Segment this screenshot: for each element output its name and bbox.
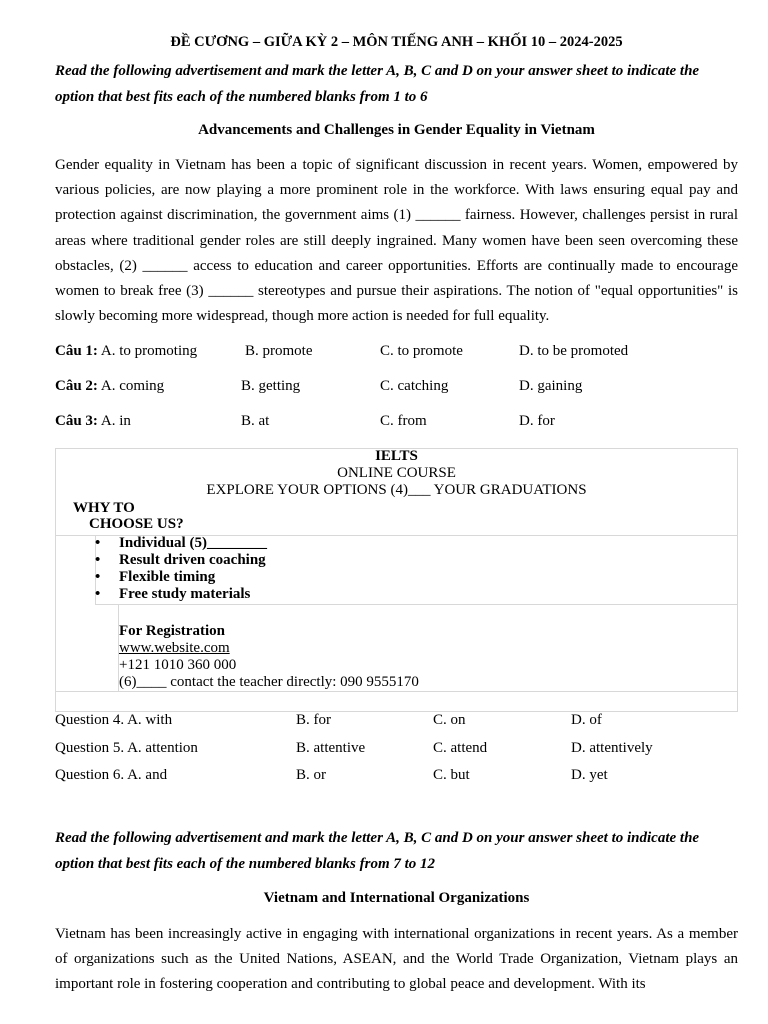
option-d: D. of [571,712,602,728]
table-divider [55,691,738,692]
option-d: D. gaining [519,378,583,394]
section2-heading: Vietnam and International Organizations [263,890,530,906]
list-item: • Free study materials [95,586,267,603]
website-link[interactable]: www.website.com [119,640,230,656]
section1-instruction [55,59,738,110]
contact-line: (6)____ contact the teacher directly: 090 9555170 [119,674,419,690]
question-row [55,740,738,760]
instruction-line: Read the following advertisement and mark the letter A, B, C and D on your answer sheet to indicate the [55,63,700,79]
option-c: C. but [433,767,470,783]
features-list [95,535,267,603]
table-divider [95,604,738,605]
option-b: B. attentive [296,740,366,756]
advert-subheading: ONLINE COURSE [337,465,456,481]
option-b: B. at [241,413,270,429]
list-item: • Flexible timing [95,569,267,586]
option-b: B. getting [241,378,301,394]
instruction-line: Read the following advertisement and mark the letter A, B, C and D on your answer sheet to indicate the [55,830,700,846]
question-row [55,343,738,363]
option-c: C. to promote [380,343,463,359]
section2-instruction [55,826,738,877]
registration-block [119,623,419,691]
question-label: Câu 2: [55,378,98,394]
option-a: Question 6. A. and [55,767,168,783]
question-row [55,378,738,398]
instruction-line: option that best fits each of the numbered blanks from 7 to 12 [55,855,436,872]
question-label: Câu 1: [55,343,98,359]
section1-paragraph: Gender equality in Vietnam has been a topic of significant discussion in recent years. Women, empowered by various policies, are now playing a more prominent role in the workforce. With laws ensuring equal pay and protection against discrimination, the government aims (1) ______ fairness. However, challenges persist in rural areas where traditional gender roles are still deeply ingrained. Many women have been seen overcoming these obstacles, (2) ______ access to education and career opportunities. Efforts are continually made to encourage women to break free (3) ______ stereotypes and pursue their aspirations. The notion of "equal opportunities" is slowly becoming more widespread, though more action is needed for full equality. [55,157,738,325]
option-c: C. catching [380,378,449,394]
list-item: • Individual (5)________ [95,535,267,552]
option-a: A. coming [100,378,165,394]
advert-heading: IELTS [375,448,418,464]
question-row [55,767,738,787]
option-a: Question 4. A. with [55,712,173,728]
option-c: C. from [380,413,427,429]
option-b: B. or [296,767,326,783]
option-a: A. in [100,413,131,429]
option-a: Question 5. A. attention [55,740,198,756]
list-item: • Result driven coaching [95,552,267,569]
option-b: B. for [296,712,331,728]
registration-title: For Registration [119,623,225,639]
why-choose-heading: CHOOSE US? [89,516,184,532]
option-d: D. to be promoted [519,343,629,359]
question-row [55,413,738,433]
option-d: D. yet [571,767,608,783]
option-a: A. to promoting [100,343,198,359]
option-c: C. attend [433,740,488,756]
question-label: Câu 3: [55,413,98,429]
instruction-line: option that best fits each of the numbered blanks from 1 to 6 [55,88,428,105]
question-row [55,712,738,732]
section1-heading: Advancements and Challenges in Gender Equality in Vietnam [198,122,595,138]
advert-tagline: EXPLORE YOUR OPTIONS (4)___ YOUR GRADUATIONS [206,482,587,498]
section2-paragraph: Vietnam has been increasingly active in engaging with international organizations in recent years. As a member of organizations such as the United Nations, ASEAN, and the World Trade Organization, Vietnam plays an important role in fostering cooperation and contributing to global peace and development. With its [55,926,738,993]
why-choose-heading: WHY TO [73,500,135,516]
option-c: C. on [433,712,466,728]
option-d: D. attentively [571,740,653,756]
phone-number: +121 1010 360 000 [119,657,237,673]
option-d: D. for [519,413,555,429]
option-b: B. promote [245,343,313,359]
page-title: ĐỀ CƯƠNG – GIỮA KỲ 2 – MÔN TIẾNG ANH – KHỐI 10 – 2024-2025 [170,34,623,50]
